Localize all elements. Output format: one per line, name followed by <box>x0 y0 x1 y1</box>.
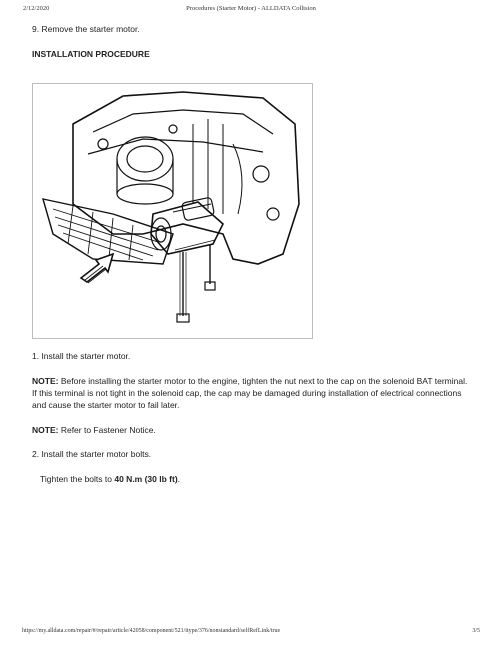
note-2-label: NOTE: <box>32 425 59 435</box>
print-footer <box>0 628 502 640</box>
note-2-text: Refer to Fastener Notice. <box>60 425 156 435</box>
torque-suffix: . <box>177 474 181 484</box>
print-header <box>0 5 502 17</box>
page-number: 3/5 <box>472 628 480 634</box>
step-9-text: 9. Remove the starter motor. <box>32 24 140 34</box>
note-1-text-1: Before installing the starter motor to the engine, tighten the nut next to the cap on the solenoid BAT terminal. <box>60 376 468 386</box>
step-1-text: 1. Install the starter motor. <box>32 351 131 361</box>
starter-motor-illustration <box>32 83 313 339</box>
note-1-line-2: If this terminal is not tight in the solenoid cap, the cap may be damaged during installation of electrical connections <box>32 388 462 398</box>
note-1-line-3: and cause the starter motor to fail later. <box>32 400 180 410</box>
torque-value: 40 N.m (30 lb ft) <box>114 474 178 484</box>
torque-prefix: Tighten the bolts to <box>40 474 112 484</box>
note-2 <box>32 424 156 436</box>
print-date: 2/12/2020 <box>23 5 50 12</box>
step-2-text: 2. Install the starter motor bolts. <box>32 449 152 459</box>
print-url: https://my.alldata.com/repair/#/repair/article/42058/component/521/itype/376/nonstandard/selfRefLink/true <box>22 628 281 634</box>
section-heading: INSTALLATION PROCEDURE <box>32 49 150 59</box>
note-1-label: NOTE: <box>32 376 59 386</box>
note-1-line-1 <box>32 375 467 387</box>
print-title: Procedures (Starter Motor) - ALLDATA Collision <box>186 5 316 12</box>
torque-spec <box>40 473 180 485</box>
